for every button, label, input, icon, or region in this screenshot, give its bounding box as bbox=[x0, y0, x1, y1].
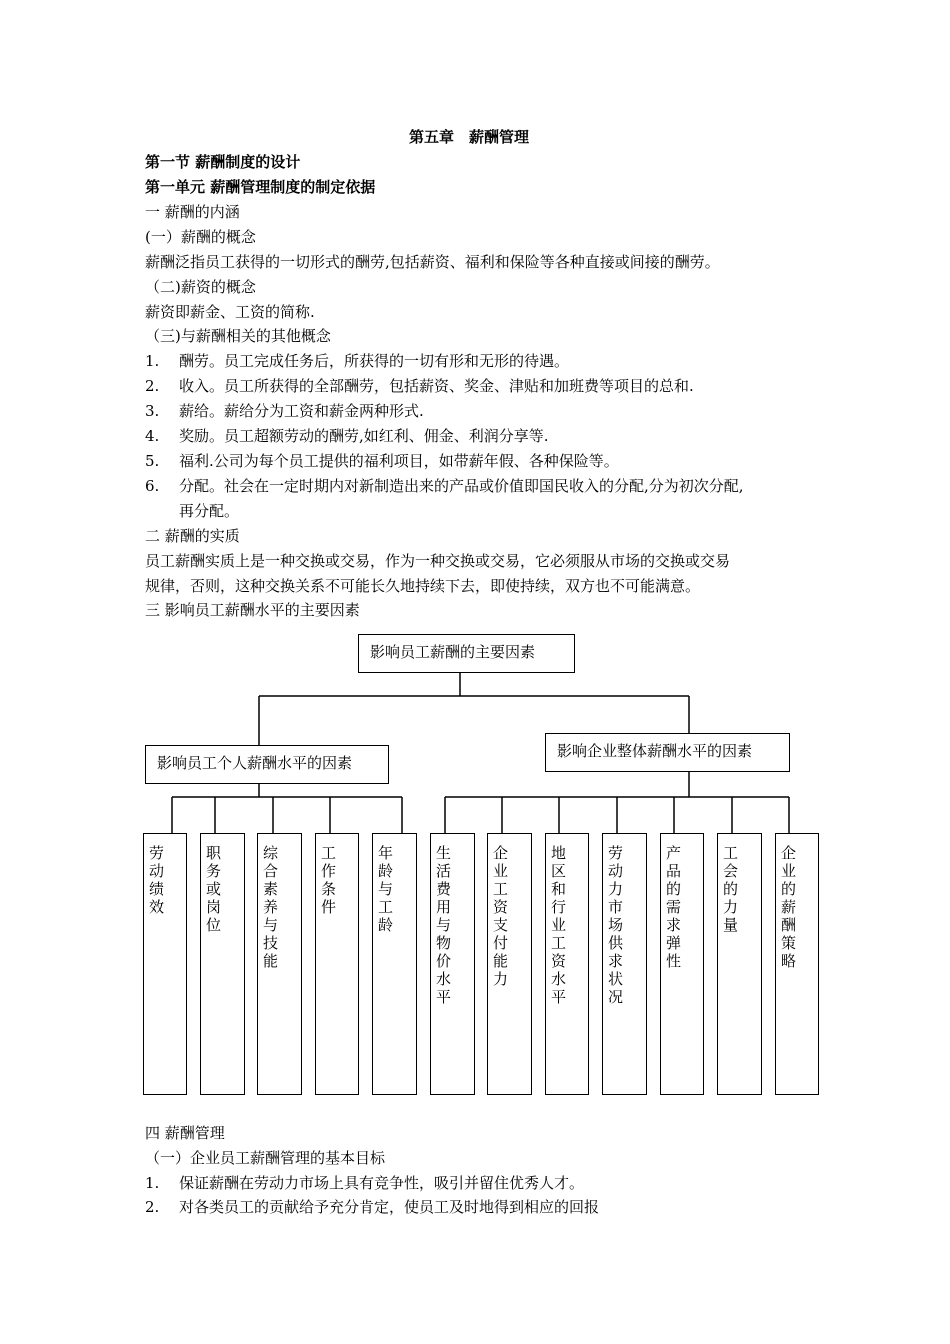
heading-4: 四 薪酬管理 bbox=[145, 1124, 225, 1142]
factor-leaf-label: 企业工资支付能力 bbox=[493, 844, 509, 988]
factor-leaf-box bbox=[143, 833, 187, 1095]
factor-leaf-box bbox=[717, 833, 762, 1095]
list-item-number: 3. bbox=[145, 402, 160, 420]
factor-leaf-label: 劳动力市场供求状况 bbox=[608, 844, 624, 1006]
list-item: 酬劳。员工完成任务后，所获得的一切有形和无形的待遇。 bbox=[179, 352, 570, 370]
factor-leaf-label: 工作条件 bbox=[321, 844, 337, 916]
list-item-number: 6. bbox=[145, 477, 160, 495]
factor-leaf-label: 职务或岗位 bbox=[206, 844, 222, 934]
paragraph-1-2: 薪资即薪金、工资的简称. bbox=[145, 303, 315, 321]
list-item-continuation: 再分配。 bbox=[179, 502, 240, 520]
list-item: 保证薪酬在劳动力市场上具有竞争性，吸引并留住优秀人才。 bbox=[179, 1174, 585, 1192]
list-item: 对各类员工的贡献给予充分肯定，使员工及时地得到相应的回报 bbox=[179, 1198, 600, 1216]
factor-leaf-box bbox=[602, 833, 647, 1095]
root-factor-box: 影响员工薪酬的主要因素 bbox=[358, 634, 575, 673]
subheading-4-1: （一）企业员工薪酬管理的基本目标 bbox=[145, 1149, 386, 1167]
subheading-1-1: (一）薪酬的概念 bbox=[145, 228, 256, 246]
factor-leaf-box bbox=[545, 833, 589, 1095]
heading-3: 三 影响员工薪酬水平的主要因素 bbox=[145, 601, 360, 619]
heading-2: 二 薪酬的实质 bbox=[145, 527, 240, 545]
subheading-1-2: （二)薪资的概念 bbox=[145, 278, 256, 296]
factor-leaf-label: 年龄与工龄 bbox=[378, 844, 394, 934]
factor-leaf-box bbox=[660, 833, 704, 1095]
heading-1: 一 薪酬的内涵 bbox=[145, 203, 240, 221]
factor-leaf-label: 综合素养与技能 bbox=[263, 844, 279, 970]
factor-leaf-box bbox=[372, 833, 417, 1095]
factor-leaf-box bbox=[200, 833, 245, 1095]
list-item: 收入。员工所获得的全部酬劳，包括薪资、奖金、津贴和加班费等项目的总和. bbox=[179, 377, 694, 395]
subheading-1-3: （三)与薪酬相关的其他概念 bbox=[145, 327, 331, 345]
factor-leaf-label: 地区和行业工资水平 bbox=[551, 844, 567, 1006]
list-item: 福利.公司为每个员工提供的福利项目，如带薪年假、各种保险等。 bbox=[179, 452, 619, 470]
factor-leaf-box bbox=[257, 833, 302, 1095]
factor-leaf-label: 生活费用与物价水平 bbox=[436, 844, 452, 1006]
list-item: 分配。社会在一定时期内对新制造出来的产品或价值即国民收入的分配,分为初次分配, bbox=[179, 477, 744, 495]
list-item-number: 4. bbox=[145, 427, 160, 445]
factor-leaf-label: 企业的薪酬策略 bbox=[781, 844, 797, 970]
individual-factor-box: 影响员工个人薪酬水平的因素 bbox=[145, 745, 389, 784]
paragraph-2-line-2: 规律，否则，这种交换关系不可能长久地持续下去，即使持续，双方也不可能满意。 bbox=[145, 577, 701, 595]
enterprise-factor-box: 影响企业整体薪酬水平的因素 bbox=[545, 733, 790, 772]
chapter-title: 第五章 薪酬管理 bbox=[409, 128, 530, 146]
list-item-number: 2. bbox=[145, 377, 160, 395]
list-item-number: 1. bbox=[145, 1174, 160, 1192]
list-item-number: 5. bbox=[145, 452, 160, 470]
paragraph-2-line-1: 员工薪酬实质上是一种交换或交易，作为一种交换或交易，它必须服从市场的交换或交易 bbox=[145, 552, 731, 570]
factor-leaf-label: 产品的需求弹性 bbox=[666, 844, 682, 970]
unit-heading: 第一单元 薪酬管理制度的制定依据 bbox=[145, 178, 376, 196]
section-heading: 第一节 薪酬制度的设计 bbox=[145, 153, 301, 171]
factor-leaf-box bbox=[430, 833, 475, 1095]
list-item: 奖励。员工超额劳动的酬劳,如红利、佣金、利润分享等. bbox=[179, 427, 549, 445]
list-item: 薪给。薪给分为工资和薪金两种形式. bbox=[179, 402, 424, 420]
list-item-number: 1. bbox=[145, 352, 160, 370]
list-item-number: 2. bbox=[145, 1198, 160, 1216]
factor-leaf-box bbox=[775, 833, 819, 1095]
factor-leaf-box bbox=[487, 833, 532, 1095]
factor-leaf-label: 劳动绩效 bbox=[149, 844, 165, 916]
factor-leaf-box bbox=[315, 833, 359, 1095]
factor-leaf-label: 工会的力量 bbox=[723, 844, 739, 934]
paragraph-1-1: 薪酬泛指员工获得的一切形式的酬劳,包括薪资、福利和保险等各种直接或间接的酬劳。 bbox=[145, 253, 720, 271]
